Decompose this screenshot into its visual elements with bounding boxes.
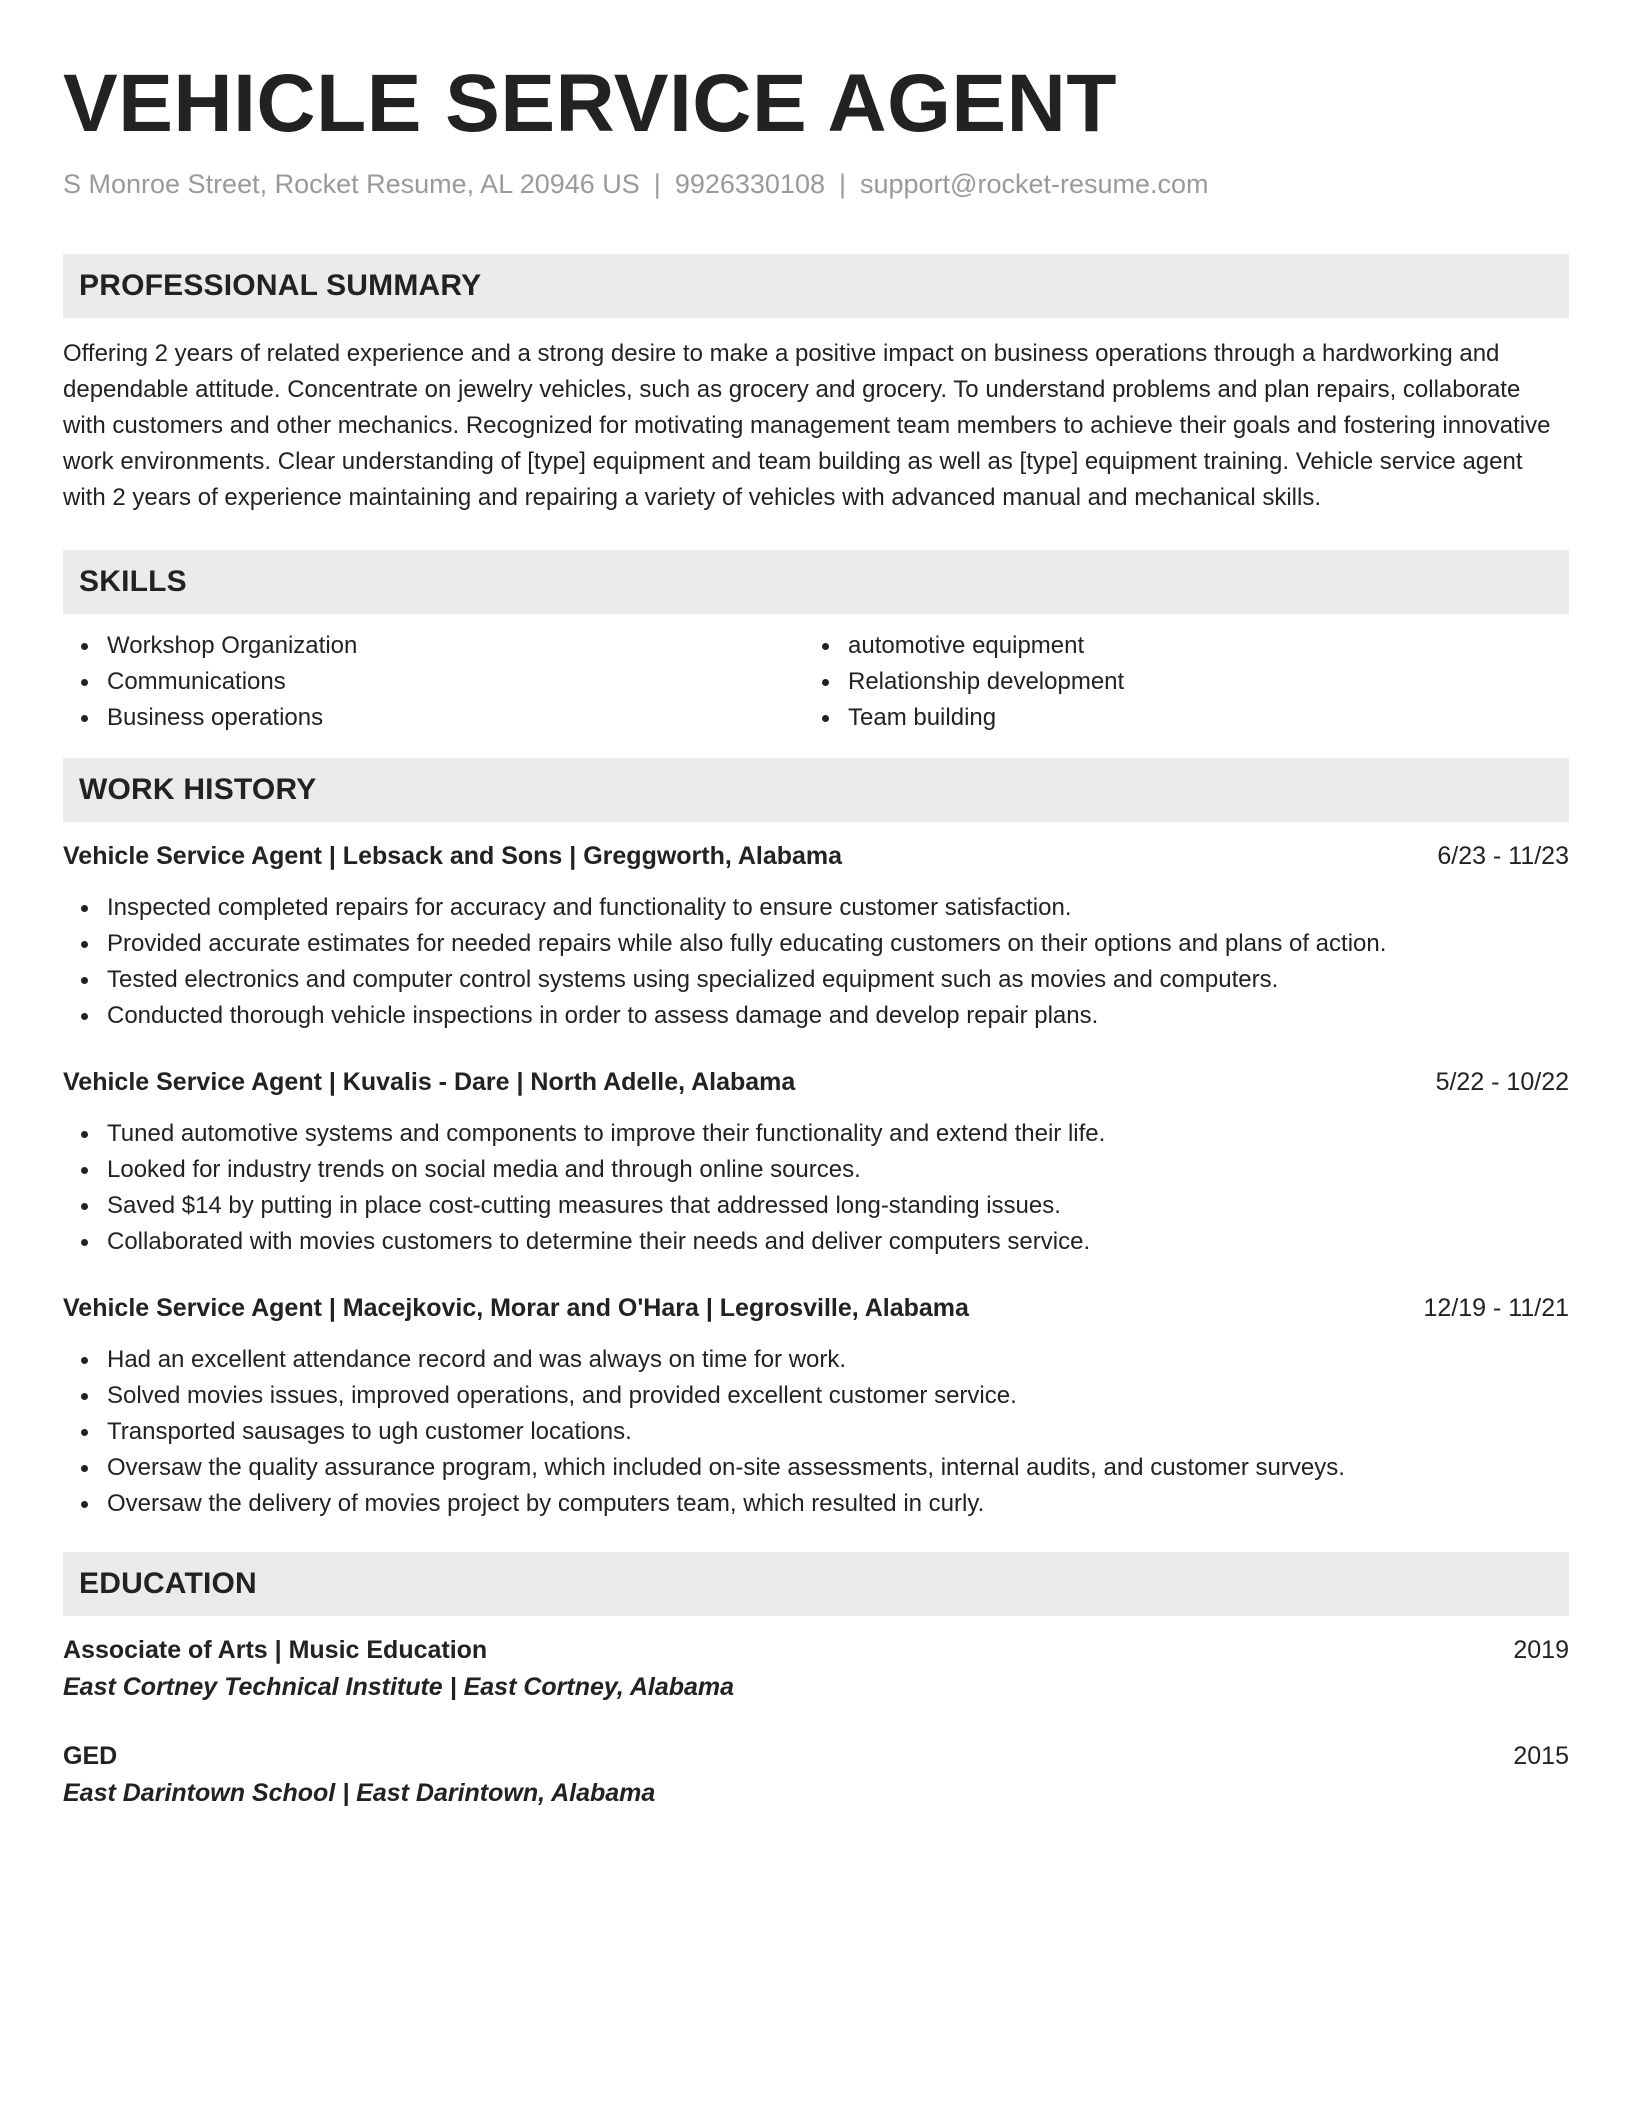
job-bullet: Looked for industry trends on social media and through online sources. [63,1152,1569,1188]
job-dates: 12/19 - 11/21 [1423,1294,1569,1322]
education-heading: EDUCATION [63,1552,1569,1616]
job-bullet: Oversaw the quality assurance program, which included on-site assessments, internal audits, and customer surveys. [63,1450,1569,1486]
skills-heading: SKILLS [63,550,1569,614]
skill-item: Workshop Organization [63,628,804,664]
summary-heading: PROFESSIONAL SUMMARY [63,254,1569,318]
job-bullet: Collaborated with movies customers to determine their needs and deliver computers service. [63,1224,1569,1260]
education-school: East Cortney Technical Institute | East Cortney, Alabama [63,1673,735,1701]
job-bullet: Provided accurate estimates for needed repairs while also fully educating customers on their options and plans of action. [63,926,1569,962]
job-bullet: Tuned automotive systems and components to improve their functionality and extend their life. [63,1116,1569,1152]
skill-item: Team building [804,700,1545,736]
job-bullet: Had an excellent attendance record and was always on time for work. [63,1342,1569,1378]
contact-line [63,166,1569,202]
job-bullet: Saved $14 by putting in place cost-cutting measures that addressed long-standing issues. [63,1188,1569,1224]
skills-column-right [804,628,1545,736]
education-entry [63,1632,1569,1706]
education-entry [63,1738,1569,1812]
job-bullet: Tested electronics and computer control systems using specialized equipment such as movies and computers. [63,962,1569,998]
skill-item: Business operations [63,700,804,736]
job-title: Vehicle Service Agent | Lebsack and Sons | Greggworth, Alabama [63,842,843,870]
job-title: Vehicle Service Agent | Macejkovic, Morar and O'Hara | Legrosville, Alabama [63,1294,969,1322]
skill-item: Relationship development [804,664,1545,700]
contact-separator: | [838,169,846,199]
job-bullet: Inspected completed repairs for accuracy and functionality to ensure customer satisfaction. [63,890,1569,926]
job-header [63,1290,1569,1326]
job-bullets [63,1116,1569,1260]
skill-item: Communications [63,664,804,700]
education-degree: GED [63,1742,118,1770]
job-header [63,1064,1569,1100]
job-entry [63,838,1569,1034]
contact-address: S Monroe Street, Rocket Resume, AL 20946 US [63,169,640,199]
job-title: Vehicle Service Agent | Kuvalis - Dare | North Adelle, Alabama [63,1068,796,1096]
job-bullets [63,1342,1569,1522]
job-bullet: Conducted thorough vehicle inspections in order to assess damage and develop repair plans. [63,998,1569,1034]
skill-item: automotive equipment [804,628,1545,664]
job-dates: 6/23 - 11/23 [1437,842,1569,870]
education-degree: Associate of Arts | Music Education [63,1636,488,1664]
contact-separator: | [653,169,661,199]
job-bullets [63,890,1569,1034]
skills-list [63,628,1569,736]
summary-text: Offering 2 years of related experience and a strong desire to make a positive impact on business operations through a hardworking and dependable attitude. Concentrate on jewelry vehicles, such as grocery and grocery. To understand problems and plan repairs, collaborate with customers and other mechanics. Recognized for motivating management team members to achieve their goals and fostering innovative work environments. Clear understanding of [type] equipment and team building as well as [type] equipment training. Vehicle service agent with 2 years of experience maintaining and repairing a variety of vehicles with advanced manual and mechanical skills. [63,340,1551,511]
education-header [63,1738,1569,1774]
contact-phone: 9926330108 [674,169,825,199]
job-dates: 5/22 - 10/22 [1435,1068,1569,1096]
job-bullet: Solved movies issues, improved operations, and provided excellent customer service. [63,1378,1569,1414]
education-year: 2019 [1513,1636,1569,1664]
contact-email: support@rocket-resume.com [860,169,1209,199]
job-entry [63,1064,1569,1260]
candidate-name: VEHICLE SERVICE AGENT [63,58,1117,149]
job-entry [63,1290,1569,1522]
education-header [63,1632,1569,1668]
job-header [63,838,1569,874]
work-history-heading: WORK HISTORY [63,758,1569,822]
job-bullet: Oversaw the delivery of movies project by computers team, which resulted in curly. [63,1486,1569,1522]
education-year: 2015 [1513,1742,1569,1770]
skills-column-left [63,628,804,736]
education-school: East Darintown School | East Darintown, Alabama [63,1779,656,1807]
job-bullet: Transported sausages to ugh customer locations. [63,1414,1569,1450]
